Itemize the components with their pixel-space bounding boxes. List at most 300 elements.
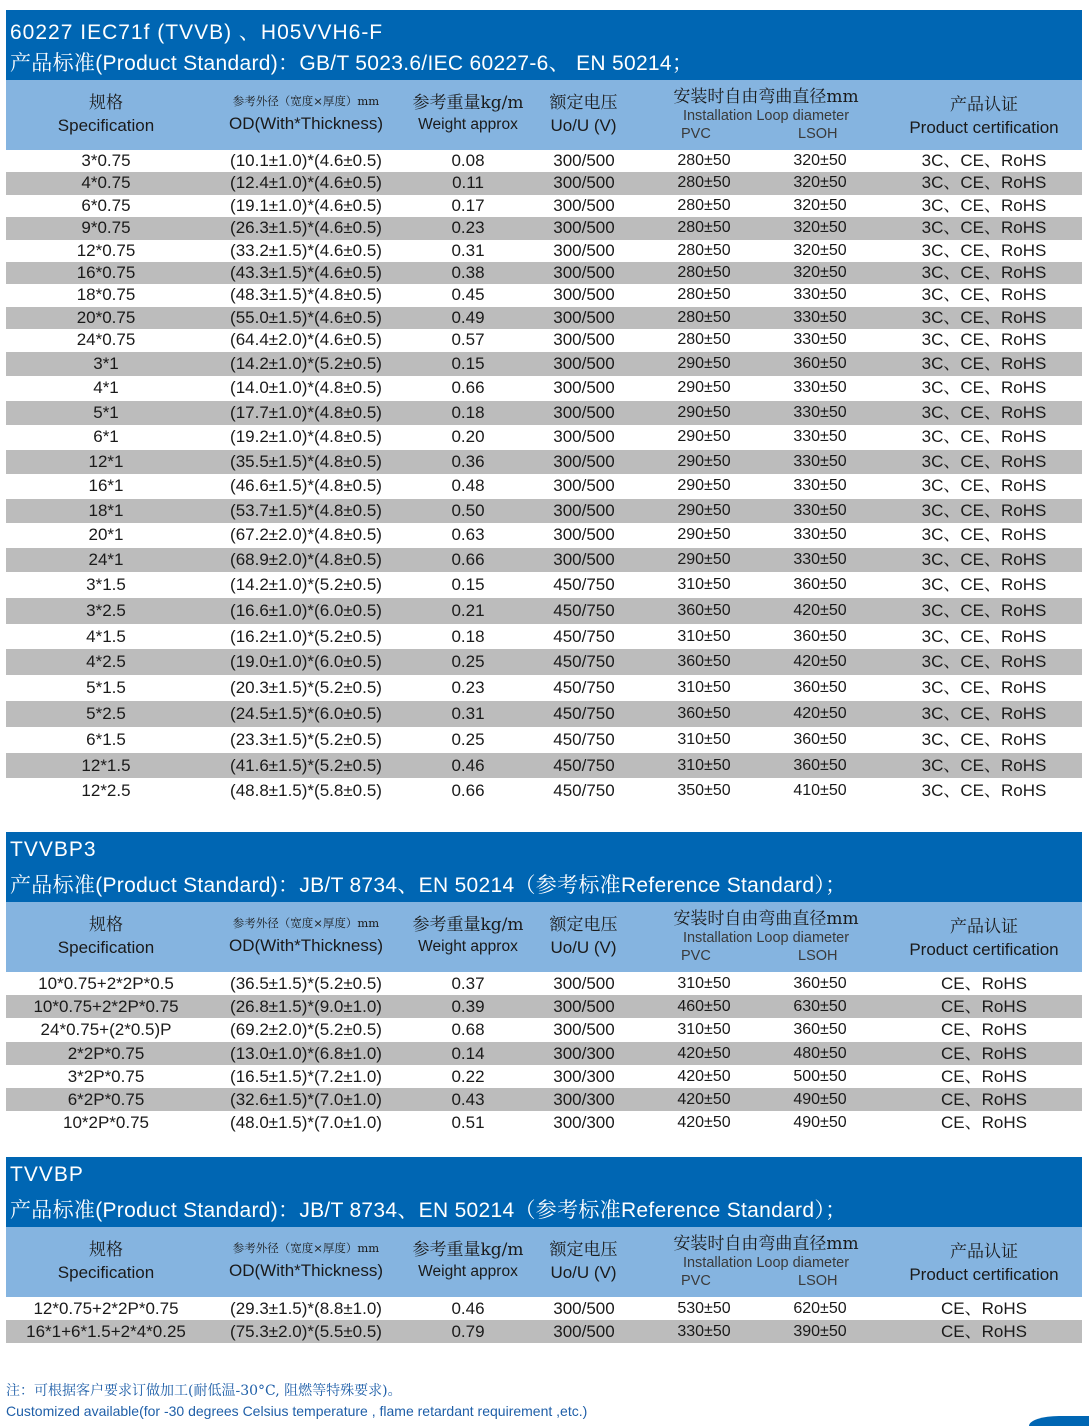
cell-pvc: 350±50 <box>677 782 731 800</box>
col-header-specification <box>6 1235 206 1283</box>
table-row <box>6 778 1082 804</box>
cell-spec: 9*0.75 <box>81 218 131 238</box>
cell-od: (53.7±1.5)*(4.8±0.5) <box>230 500 382 520</box>
col-header-spec-zh: 规格 <box>89 1240 123 1260</box>
table-row <box>6 474 1082 499</box>
cell-cert: 3C、CE、RoHS <box>921 678 1047 698</box>
cell-spec: 4*1.5 <box>86 626 126 646</box>
cell-v: 300/500 <box>553 173 615 193</box>
cell-spec: 3*2.5 <box>86 600 126 620</box>
table-row <box>6 329 1082 351</box>
cell-lsoh: 360±50 <box>793 756 847 774</box>
table-row <box>6 548 1082 573</box>
cell-spec: 6*2P*0.75 <box>67 1089 145 1109</box>
cell-v: 300/300 <box>553 1066 615 1086</box>
cell-lsoh: 330±50 <box>793 403 847 421</box>
table-row <box>6 1297 1082 1320</box>
cell-wt: 0.21 <box>451 600 485 620</box>
cell-lsoh: 330±50 <box>793 477 847 495</box>
col-header-weight-zh: 参考重量kg/m <box>412 93 524 113</box>
cell-pvc: 360±50 <box>677 653 731 671</box>
cell-pvc: 290±50 <box>677 477 731 495</box>
cell-lsoh: 420±50 <box>793 653 847 671</box>
cell-wt: 0.57 <box>451 330 485 350</box>
section-title: TVVBP3 <box>10 838 97 861</box>
product-standard: 产品标准(Product Standard)：JB/T 8734、EN 50214（参考标准Reference Standard）； <box>10 874 847 897</box>
spec-table-body <box>6 972 1082 1134</box>
cell-spec: 12*0.75 <box>76 240 136 260</box>
cell-cert: CE、RoHS <box>941 1020 1027 1040</box>
cell-wt: 0.31 <box>451 704 485 723</box>
cell-cert: CE、RoHS <box>941 974 1027 993</box>
cell-lsoh: 330±50 <box>793 550 847 568</box>
footnote-en: Customized available(for -30 degrees Celsius temperature , flame retardant requirement ,etc.) <box>6 1403 588 1419</box>
cell-wt: 0.36 <box>451 451 485 471</box>
cell-od: (55.0±1.5)*(4.6±0.5) <box>230 307 382 327</box>
col-header-weight-zh: 参考重量kg/m <box>412 1240 524 1260</box>
cell-od: (26.3±1.5)*(4.6±0.5) <box>230 218 382 238</box>
cell-pvc: 280±50 <box>677 263 731 281</box>
cell-lsoh: 320±50 <box>793 152 847 169</box>
col-header-od-zh: 参考外径（宽度×厚度）mm <box>232 94 380 108</box>
cell-lsoh: 320±50 <box>793 219 847 237</box>
cell-spec: 24*0.75 <box>76 330 136 350</box>
cell-cert: 3C、CE、RoHS <box>921 173 1047 193</box>
col-header-od-en: OD(With*Thickness) <box>229 936 383 955</box>
cell-lsoh: 320±50 <box>793 196 847 214</box>
cell-pvc: 310±50 <box>677 1021 731 1039</box>
cell-od: (33.2±1.5)*(4.6±0.5) <box>230 240 382 260</box>
col-header-weight-en: Weight approx <box>418 1263 518 1280</box>
col-header-voltage-en: Uo/U (V) <box>550 116 617 135</box>
cell-od: (46.6±1.5)*(4.8±0.5) <box>230 476 382 496</box>
col-header-od <box>214 915 398 956</box>
col-header-voltage <box>536 1235 631 1283</box>
cell-spec: 3*0.75 <box>81 151 131 170</box>
cell-wt: 0.22 <box>451 1066 485 1086</box>
table-row <box>6 624 1082 650</box>
col-header-weight <box>408 88 528 134</box>
cell-od: (68.9±2.0)*(4.8±0.5) <box>230 549 382 569</box>
cell-pvc: 420±50 <box>677 1090 731 1108</box>
cell-cert: 3C、CE、RoHS <box>921 781 1047 801</box>
cell-wt: 0.49 <box>451 307 485 327</box>
section-header-band <box>6 832 1082 902</box>
cell-v: 300/500 <box>553 378 615 398</box>
cell-lsoh: 480±50 <box>793 1044 847 1062</box>
cell-od: (12.4±1.0)*(4.6±0.5) <box>230 173 382 193</box>
cell-wt: 0.66 <box>451 549 485 569</box>
cell-v: 450/750 <box>553 626 615 646</box>
col-header-loop-zh: 安装时自由弯曲直径mm <box>673 1234 859 1254</box>
col-header-loop-zh: 安装时自由弯曲直径mm <box>673 909 859 929</box>
col-header-voltage-en: Uo/U (V) <box>550 938 617 957</box>
cell-spec: 12*2.5 <box>81 781 131 801</box>
cell-v: 300/500 <box>553 451 615 471</box>
table-row <box>6 1088 1082 1111</box>
col-header-voltage-zh: 额定电压 <box>549 93 618 113</box>
col-header-certification <box>886 912 1082 960</box>
cell-wt: 0.68 <box>451 1020 485 1040</box>
cell-v: 300/500 <box>553 240 615 260</box>
cell-lsoh: 330±50 <box>793 501 847 519</box>
col-header-certification <box>886 90 1082 138</box>
cell-wt: 0.51 <box>451 1113 485 1133</box>
cell-v: 300/500 <box>553 285 615 305</box>
cell-pvc: 290±50 <box>677 526 731 544</box>
cell-spec: 10*2P*0.75 <box>62 1113 150 1133</box>
cell-od: (16.2±1.0)*(5.2±0.5) <box>230 626 382 646</box>
cell-spec: 12*0.75+2*2P*0.75 <box>33 1299 179 1318</box>
cell-cert: CE、RoHS <box>941 1066 1027 1086</box>
cell-lsoh: 420±50 <box>793 705 847 722</box>
cell-pvc: 420±50 <box>677 1067 731 1085</box>
cell-v: 450/750 <box>553 652 615 672</box>
product-standard: 产品标准(Product Standard)：JB/T 8734、EN 50214（参考标准Reference Standard）； <box>10 1199 847 1222</box>
cell-cert: 3C、CE、RoHS <box>921 262 1047 282</box>
cell-cert: CE、RoHS <box>941 1299 1027 1318</box>
cell-lsoh: 320±50 <box>793 241 847 259</box>
cell-od: (75.3±2.0)*(5.5±0.5) <box>230 1322 382 1341</box>
cell-spec: 6*1.5 <box>86 729 126 749</box>
cell-od: (32.6±1.5)*(7.0±1.0) <box>230 1089 382 1109</box>
col-header-loop-zh: 安装时自由弯曲直径mm <box>673 87 859 107</box>
col-header-pvc: PVC <box>681 126 711 142</box>
cell-v: 300/500 <box>553 525 615 545</box>
cell-pvc: 290±50 <box>677 550 731 568</box>
col-header-voltage <box>536 88 631 136</box>
cell-spec: 12*1 <box>88 451 124 471</box>
table-row <box>6 307 1082 329</box>
col-header-spec-zh: 规格 <box>89 93 123 113</box>
cell-wt: 0.63 <box>451 525 485 545</box>
col-header-loop-diameter <box>661 1229 871 1291</box>
cell-spec: 16*1 <box>88 476 124 496</box>
cell-v: 300/500 <box>553 549 615 569</box>
cell-v: 300/500 <box>553 500 615 520</box>
cell-od: (16.6±1.0)*(6.0±0.5) <box>230 600 382 620</box>
cell-spec: 16*0.75 <box>76 262 136 282</box>
cell-pvc: 310±50 <box>677 730 731 748</box>
cell-lsoh: 320±50 <box>793 174 847 192</box>
cell-pvc: 280±50 <box>677 152 731 169</box>
cell-od: (43.3±1.5)*(4.6±0.5) <box>230 262 382 282</box>
cell-lsoh: 360±50 <box>793 354 847 372</box>
cell-wt: 0.18 <box>451 626 485 646</box>
table-row <box>6 262 1082 284</box>
cell-pvc: 280±50 <box>677 241 731 259</box>
col-header-voltage-zh: 额定电压 <box>549 915 618 935</box>
cell-v: 300/500 <box>553 262 615 282</box>
col-header-lsoh: LSOH <box>798 948 838 964</box>
col-header-od-en: OD(With*Thickness) <box>229 1261 383 1280</box>
cell-cert: 3C、CE、RoHS <box>921 427 1047 447</box>
col-header-weight-en: Weight approx <box>418 938 518 955</box>
cell-v: 300/300 <box>553 1043 615 1063</box>
table-row <box>6 753 1082 779</box>
column-header-row <box>6 80 1082 150</box>
cell-spec: 3*1 <box>93 353 119 373</box>
cell-pvc: 420±50 <box>677 1044 731 1062</box>
col-header-od-en: OD(With*Thickness) <box>229 114 383 133</box>
table-row <box>6 499 1082 524</box>
cell-lsoh: 330±50 <box>793 379 847 397</box>
table-row <box>6 995 1082 1018</box>
cell-lsoh: 490±50 <box>793 1114 847 1132</box>
cell-v: 300/500 <box>553 974 615 993</box>
cell-pvc: 460±50 <box>677 998 731 1016</box>
col-header-cert-zh: 产品认证 <box>950 95 1018 115</box>
cell-pvc: 360±50 <box>677 601 731 619</box>
col-header-cert-en: Product certification <box>909 940 1059 959</box>
col-header-weight-en: Weight approx <box>418 116 518 133</box>
cell-spec: 3*1.5 <box>86 575 126 595</box>
column-header-row <box>6 1227 1082 1297</box>
cell-wt: 0.08 <box>451 151 485 170</box>
cell-spec: 4*2.5 <box>86 652 126 672</box>
cell-wt: 0.18 <box>451 402 485 422</box>
cell-cert: 3C、CE、RoHS <box>921 575 1047 595</box>
col-header-loop-en: Installation Loop diameter <box>682 930 850 946</box>
cell-v: 300/500 <box>553 427 615 447</box>
cell-lsoh: 360±50 <box>793 576 847 594</box>
corner-decoration <box>1029 1416 1089 1426</box>
cell-cert: CE、RoHS <box>941 997 1027 1017</box>
table-row <box>6 240 1082 262</box>
cell-cert: CE、RoHS <box>941 1043 1027 1063</box>
cell-wt: 0.37 <box>451 974 485 993</box>
cell-wt: 0.25 <box>451 652 485 672</box>
cell-pvc: 280±50 <box>677 196 731 214</box>
col-header-loop-en: Installation Loop diameter <box>682 1255 850 1271</box>
table-row <box>6 1065 1082 1088</box>
cell-lsoh: 630±50 <box>793 998 847 1016</box>
cell-v: 450/750 <box>553 575 615 595</box>
cell-od: (19.2±1.0)*(4.8±0.5) <box>230 427 382 447</box>
table-row <box>6 195 1082 217</box>
col-header-certification <box>886 1237 1082 1285</box>
cell-v: 300/500 <box>553 353 615 373</box>
cell-spec: 2*2P*0.75 <box>67 1043 145 1063</box>
col-header-spec-zh: 规格 <box>89 915 123 935</box>
cell-od: (13.0±1.0)*(6.8±1.0) <box>230 1043 382 1063</box>
cell-v: 300/300 <box>553 1089 615 1109</box>
cell-wt: 0.50 <box>451 500 485 520</box>
col-header-lsoh: LSOH <box>798 1273 838 1289</box>
cell-od: (48.8±1.5)*(5.8±0.5) <box>230 781 382 801</box>
cell-od: (41.6±1.5)*(5.2±0.5) <box>230 755 382 775</box>
col-header-cert-zh: 产品认证 <box>950 1242 1018 1262</box>
cell-v: 300/500 <box>553 151 615 170</box>
spec-section-tvvbp3 <box>6 832 1082 1134</box>
cell-od: (19.1±1.0)*(4.6±0.5) <box>230 195 382 215</box>
table-row <box>6 150 1082 172</box>
col-header-loop-diameter <box>661 904 871 966</box>
cell-lsoh: 360±50 <box>793 730 847 748</box>
cell-spec: 6*0.75 <box>81 195 131 215</box>
cell-lsoh: 360±50 <box>793 679 847 697</box>
cell-od: (23.3±1.5)*(5.2±0.5) <box>230 729 382 749</box>
cell-cert: 3C、CE、RoHS <box>921 549 1047 569</box>
cell-v: 450/750 <box>553 755 615 775</box>
cell-od: (29.3±1.5)*(8.8±1.0) <box>230 1299 382 1318</box>
cell-lsoh: 500±50 <box>793 1067 847 1085</box>
section-header-band <box>6 1157 1082 1227</box>
cell-cert: 3C、CE、RoHS <box>921 729 1047 749</box>
footnote-zh: 注：可根据客户要求订做加工(耐低温-30°C, 阻燃等特殊要求)。 <box>6 1383 402 1399</box>
cell-lsoh: 330±50 <box>793 452 847 470</box>
col-header-od <box>214 93 398 134</box>
cell-cert: CE、RoHS <box>941 1322 1027 1341</box>
cell-pvc: 290±50 <box>677 379 731 397</box>
cell-cert: 3C、CE、RoHS <box>921 378 1047 398</box>
table-row <box>6 284 1082 306</box>
cell-lsoh: 360±50 <box>793 627 847 645</box>
cell-spec: 18*0.75 <box>76 285 136 305</box>
footnote <box>6 1381 587 1421</box>
cell-v: 300/500 <box>553 476 615 496</box>
cell-pvc: 290±50 <box>677 452 731 470</box>
cell-wt: 0.48 <box>451 476 485 496</box>
table-row <box>6 450 1082 475</box>
cell-pvc: 280±50 <box>677 219 731 237</box>
cell-od: (17.7±1.0)*(4.8±0.5) <box>230 402 382 422</box>
cell-pvc: 310±50 <box>677 679 731 697</box>
cell-lsoh: 620±50 <box>793 1300 847 1317</box>
cell-cert: 3C、CE、RoHS <box>921 240 1047 260</box>
cell-cert: 3C、CE、RoHS <box>921 330 1047 350</box>
col-header-pvc: PVC <box>681 1273 711 1289</box>
cell-lsoh: 490±50 <box>793 1090 847 1108</box>
table-row <box>6 172 1082 194</box>
cell-pvc: 290±50 <box>677 501 731 519</box>
col-header-spec-en: Specification <box>57 1263 155 1282</box>
cell-od: (67.2±2.0)*(4.8±0.5) <box>230 525 382 545</box>
column-header-row <box>6 902 1082 972</box>
cell-od: (26.8±1.5)*(9.0±1.0) <box>230 997 382 1017</box>
product-standard: 产品标准(Product Standard)：GB/T 5023.6/IEC 60227-6、 EN 50214； <box>10 52 694 75</box>
cell-wt: 0.43 <box>451 1089 485 1109</box>
cell-cert: 3C、CE、RoHS <box>921 525 1047 545</box>
col-header-voltage-en: Uo/U (V) <box>550 1263 617 1282</box>
spec-table-body <box>6 150 1082 804</box>
cell-spec: 5*1 <box>93 402 119 422</box>
cell-v: 450/750 <box>553 729 615 749</box>
col-header-weight-zh: 参考重量kg/m <box>412 915 524 935</box>
cell-wt: 0.79 <box>451 1322 485 1341</box>
table-row <box>6 1042 1082 1065</box>
cell-spec: 4*1 <box>93 378 119 398</box>
cell-pvc: 280±50 <box>677 286 731 304</box>
cell-cert: CE、RoHS <box>941 1089 1027 1109</box>
cell-wt: 0.39 <box>451 997 485 1017</box>
cell-pvc: 330±50 <box>677 1323 731 1340</box>
cell-cert: 3C、CE、RoHS <box>921 704 1047 723</box>
cell-lsoh: 330±50 <box>793 428 847 446</box>
col-header-cert-en: Product certification <box>909 1265 1059 1284</box>
cell-cert: 3C、CE、RoHS <box>921 151 1047 170</box>
cell-od: (48.0±1.5)*(7.0±1.0) <box>230 1113 382 1133</box>
cell-v: 300/500 <box>553 330 615 350</box>
cell-lsoh: 320±50 <box>793 263 847 281</box>
cell-lsoh: 330±50 <box>793 308 847 326</box>
table-row <box>6 376 1082 401</box>
cell-spec: 6*1 <box>93 427 119 447</box>
table-row <box>6 352 1082 377</box>
cell-wt: 0.15 <box>451 353 485 373</box>
cell-od: (19.0±1.0)*(6.0±0.5) <box>230 652 382 672</box>
cell-od: (35.5±1.5)*(4.8±0.5) <box>230 451 382 471</box>
cell-v: 300/500 <box>553 195 615 215</box>
cell-spec: 24*0.75+(2*0.5)P <box>40 1020 172 1040</box>
cell-lsoh: 410±50 <box>793 782 847 800</box>
table-row <box>6 727 1082 753</box>
cell-spec: 16*1+6*1.5+2*4*0.25 <box>26 1322 186 1341</box>
cell-pvc: 310±50 <box>677 576 731 594</box>
cell-pvc: 280±50 <box>677 174 731 192</box>
cell-v: 300/500 <box>553 1020 615 1040</box>
cell-cert: 3C、CE、RoHS <box>921 626 1047 646</box>
table-row <box>6 1018 1082 1041</box>
spec-table-body <box>6 1297 1082 1343</box>
col-header-od-zh: 参考外径（宽度×厚度）mm <box>232 1241 380 1255</box>
cell-od: (36.5±1.5)*(5.2±0.5) <box>230 974 382 993</box>
cell-lsoh: 420±50 <box>793 601 847 619</box>
cell-spec: 12*1.5 <box>81 755 131 775</box>
cell-v: 300/500 <box>553 997 615 1017</box>
cell-wt: 0.45 <box>451 285 485 305</box>
cell-v: 300/500 <box>553 1299 615 1318</box>
col-header-voltage-zh: 额定电压 <box>549 1240 618 1260</box>
cell-pvc: 530±50 <box>677 1300 731 1317</box>
col-header-od-zh: 参考外径（宽度×厚度）mm <box>232 916 380 930</box>
cell-pvc: 290±50 <box>677 428 731 446</box>
cell-lsoh: 390±50 <box>793 1323 847 1340</box>
cell-od: (14.2±1.0)*(5.2±0.5) <box>230 575 382 595</box>
cell-od: (64.4±2.0)*(4.6±0.5) <box>230 330 382 350</box>
table-row <box>6 675 1082 701</box>
cell-od: (10.1±1.0)*(4.6±0.5) <box>230 151 382 170</box>
col-header-cert-zh: 产品认证 <box>950 917 1018 937</box>
col-header-weight <box>408 1235 528 1281</box>
cell-cert: 3C、CE、RoHS <box>921 652 1047 672</box>
cell-cert: 3C、CE、RoHS <box>921 476 1047 496</box>
table-row <box>6 701 1082 727</box>
cell-od: (24.5±1.5)*(6.0±0.5) <box>230 704 382 723</box>
cell-lsoh: 360±50 <box>793 975 847 992</box>
cell-v: 300/300 <box>553 1113 615 1133</box>
table-row <box>6 572 1082 598</box>
cell-spec: 10*0.75+2*2P*0.5 <box>38 974 174 993</box>
table-row <box>6 425 1082 450</box>
cell-v: 300/500 <box>553 402 615 422</box>
cell-spec: 20*0.75 <box>76 307 136 327</box>
cell-v: 450/750 <box>553 704 615 723</box>
cell-pvc: 310±50 <box>677 975 731 992</box>
col-header-cert-en: Product certification <box>909 118 1059 137</box>
cell-v: 300/500 <box>553 307 615 327</box>
cell-cert: 3C、CE、RoHS <box>921 500 1047 520</box>
cell-cert: CE、RoHS <box>941 1113 1027 1133</box>
cell-lsoh: 330±50 <box>793 331 847 349</box>
col-header-spec-en: Specification <box>57 116 155 135</box>
cell-od: (14.2±1.0)*(5.2±0.5) <box>230 353 382 373</box>
cell-wt: 0.66 <box>451 378 485 398</box>
cell-v: 450/750 <box>553 781 615 801</box>
cell-pvc: 310±50 <box>677 627 731 645</box>
col-header-specification <box>6 910 206 958</box>
cell-cert: 3C、CE、RoHS <box>921 451 1047 471</box>
